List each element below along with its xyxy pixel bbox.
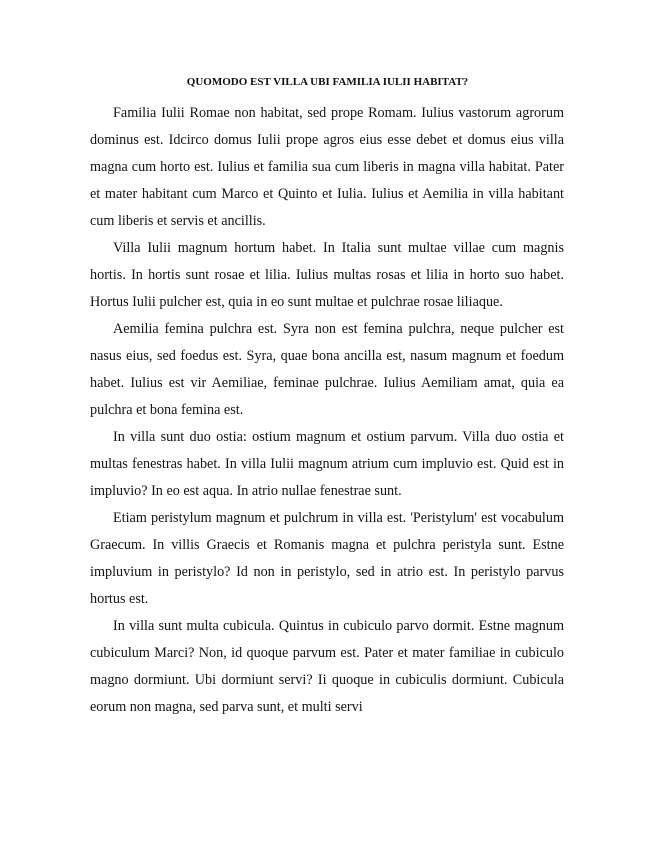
paragraph-6: In villa sunt multa cubicula. Quintus in cubiculo parvo dormit. Estne magnum cubiculum Marci? Non, id quoque parvum est. Pater et mater familiae in cubiculo magno dormiunt. Ubi dormiunt servi? Ii quoque in cubiculis dormiunt. Cubicula eorum non magna, sed parva sunt, et multi servi — [90, 618, 564, 715]
paragraph-1: Familia Iulii Romae non habitat, sed prope Romam. Iulius vastorum agrorum dominus est. Idcirco domus Iulii prope agros eius esse debet et domus eius villa magna cum horto est. Iulius et familia sua cum liberis in magna villa habitat. Pater et mater habitant cum Marco et Quinto et Iulia. Iulius et Aemilia in villa habitant cum liberis et servis et ancillis. — [90, 105, 564, 229]
page-title: QUOMODO EST VILLA UBI FAMILIA IULII HABITAT? — [186, 76, 469, 88]
paragraph-4: In villa sunt duo ostia: ostium magnum et ostium parvum. Villa duo ostia et multas fenestras habet. In villa Iulii magnum atrium cum impluvio est. Quid est in impluvio? In eo est aqua. In atrio nullae fenestrae sunt. — [90, 429, 564, 499]
paragraph-2: Villa Iulii magnum hortum habet. In Italia sunt multae villae cum magnis hortis. In hortis sunt rosae et lilia. Iulius multas rosas et lilia in horto suo habet. Hortus Iulii pulcher est, quia in eo sunt multae et pulchrae rosae liliaque. — [90, 240, 564, 310]
paragraph-5: Etiam peristylum magnum et pulchrum in villa est. 'Peristylum' est vocabulum Graecum. In villis Graecis et Romanis magna et pulchra peristyla sunt. Estne impluvium in peristylo? Id non in peristylo, sed in atrio est. In peristylo parvus hortus est. — [90, 510, 564, 607]
paragraph-3: Aemilia femina pulchra est. Syra non est femina pulchra, neque pulcher est nasus eius, sed foedus est. Syra, quae bona ancilla est, nasum magnum et foedum habet. Iulius est vir Aemiliae, feminae pulchrae. Iulius Aemiliam amat, quia ea pulchra et bona femina est. — [90, 321, 564, 418]
document-body — [90, 100, 564, 721]
